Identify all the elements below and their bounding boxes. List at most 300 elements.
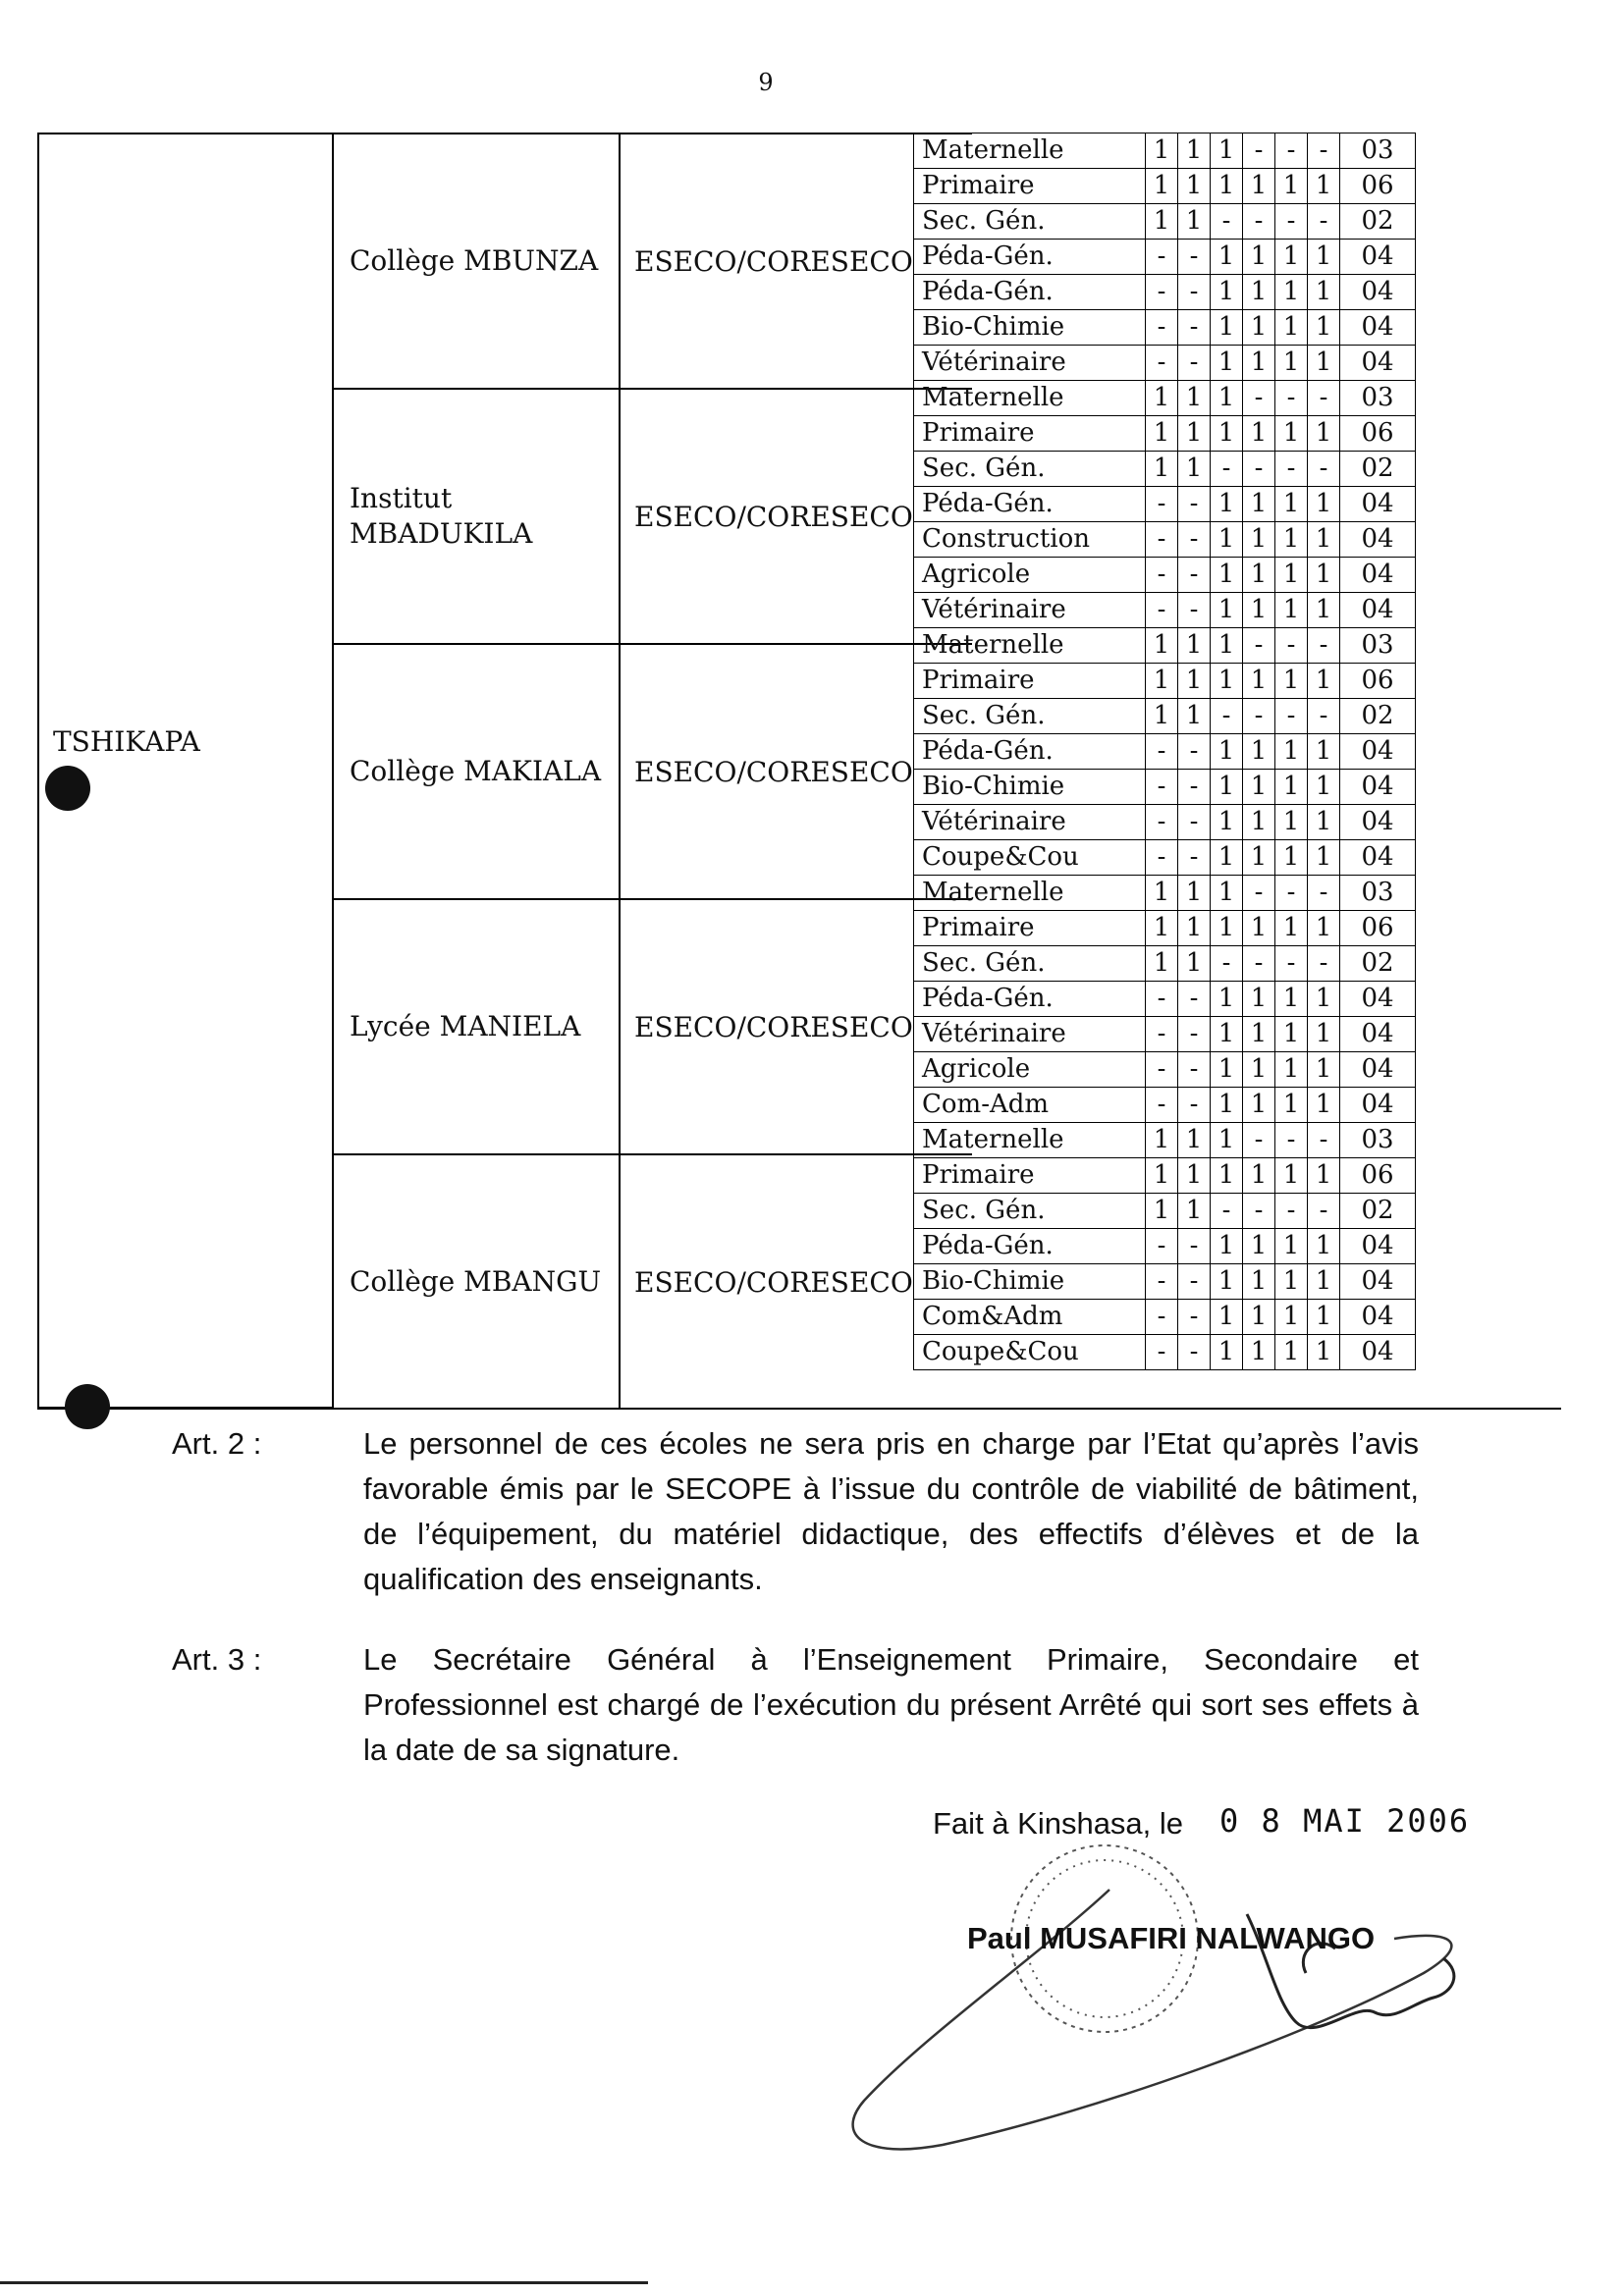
class-count-cell: 1 [1243, 310, 1275, 346]
class-count-cell: - [1178, 275, 1211, 310]
class-count-cell: - [1146, 487, 1178, 522]
class-count-cell: 1 [1146, 699, 1178, 734]
class-count-cell: 1 [1308, 1158, 1340, 1194]
class-count-cell: - [1146, 770, 1178, 805]
total-cell: 04 [1340, 840, 1416, 876]
class-count-cell: - [1146, 593, 1178, 628]
class-count-cell: 1 [1243, 911, 1275, 946]
class-count-cell: 1 [1275, 770, 1308, 805]
class-count-cell: 1 [1211, 1264, 1243, 1300]
option-cell: Péda-Gén. [914, 275, 1146, 310]
class-count-cell: - [1308, 1194, 1340, 1229]
class-count-cell: 1 [1308, 1088, 1340, 1123]
class-count-cell: - [1243, 1194, 1275, 1229]
class-count-cell: 1 [1243, 416, 1275, 452]
class-count-cell: 1 [1211, 240, 1243, 275]
total-cell: 04 [1340, 1335, 1416, 1370]
class-count-cell: - [1275, 1194, 1308, 1229]
class-count-cell: 1 [1275, 169, 1308, 204]
option-cell: Sec. Gén. [914, 1194, 1146, 1229]
class-count-cell: 1 [1146, 1158, 1178, 1194]
class-count-cell: 1 [1146, 664, 1178, 699]
option-cell: Vétérinaire [914, 593, 1146, 628]
class-count-cell: 1 [1308, 770, 1340, 805]
class-count-cell: 1 [1146, 416, 1178, 452]
class-count-cell: 1 [1308, 1335, 1340, 1370]
class-count-cell: 1 [1275, 840, 1308, 876]
class-count-cell: 1 [1211, 1123, 1243, 1158]
class-count-cell: 1 [1178, 169, 1211, 204]
total-cell: 04 [1340, 1088, 1416, 1123]
school-name: Lycée MANIELA [350, 1010, 581, 1042]
class-count-cell: - [1178, 240, 1211, 275]
footer-rule [0, 2281, 648, 2284]
class-count-cell: - [1211, 699, 1243, 734]
class-count-cell: 1 [1178, 1158, 1211, 1194]
total-cell: 02 [1340, 204, 1416, 240]
region-label: TSHIKAPA [53, 725, 200, 758]
class-count-cell: - [1146, 1088, 1178, 1123]
class-count-cell: - [1146, 522, 1178, 558]
total-cell: 04 [1340, 558, 1416, 593]
class-count-cell: 1 [1308, 487, 1340, 522]
total-cell: 06 [1340, 1158, 1416, 1194]
class-count-cell: 1 [1211, 381, 1243, 416]
class-count-cell: 1 [1211, 169, 1243, 204]
class-count-cell: 1 [1146, 911, 1178, 946]
school-org: ESECO/CORESECO [619, 645, 974, 898]
class-count-cell: 1 [1308, 416, 1340, 452]
class-count-cell: 1 [1178, 628, 1211, 664]
total-cell: 04 [1340, 310, 1416, 346]
class-count-cell: 1 [1211, 1229, 1243, 1264]
option-cell: Péda-Gén. [914, 487, 1146, 522]
class-count-cell: - [1275, 133, 1308, 169]
class-count-cell: - [1308, 1123, 1340, 1158]
class-count-cell: - [1178, 982, 1211, 1017]
option-cell: Maternelle [914, 628, 1146, 664]
class-count-cell: 1 [1308, 664, 1340, 699]
class-count-cell: - [1243, 946, 1275, 982]
class-count-cell: 1 [1211, 876, 1243, 911]
class-count-cell: - [1146, 982, 1178, 1017]
class-count-cell: 1 [1243, 1052, 1275, 1088]
option-cell: Sec. Gén. [914, 204, 1146, 240]
class-count-cell: 1 [1243, 805, 1275, 840]
option-cell: Péda-Gén. [914, 734, 1146, 770]
class-count-cell: - [1178, 1264, 1211, 1300]
total-cell: 04 [1340, 1052, 1416, 1088]
class-count-cell: 1 [1243, 487, 1275, 522]
option-cell: Bio-Chimie [914, 310, 1146, 346]
class-count-cell: 1 [1178, 204, 1211, 240]
total-cell: 03 [1340, 381, 1416, 416]
class-count-cell: - [1178, 770, 1211, 805]
class-count-cell: - [1178, 1335, 1211, 1370]
class-count-cell: - [1178, 310, 1211, 346]
class-count-cell: 1 [1243, 1158, 1275, 1194]
class-count-cell: 1 [1275, 664, 1308, 699]
class-count-cell: 1 [1211, 628, 1243, 664]
class-count-cell: - [1275, 381, 1308, 416]
class-count-cell: - [1243, 699, 1275, 734]
class-count-cell: 1 [1308, 169, 1340, 204]
class-count-cell: - [1275, 876, 1308, 911]
total-cell: 04 [1340, 1017, 1416, 1052]
class-count-cell: 1 [1275, 487, 1308, 522]
total-cell: 02 [1340, 452, 1416, 487]
class-count-cell: 1 [1243, 664, 1275, 699]
class-count-cell: - [1308, 452, 1340, 487]
class-count-cell: - [1178, 1017, 1211, 1052]
class-count-cell: 1 [1243, 1264, 1275, 1300]
class-count-cell: - [1178, 1088, 1211, 1123]
option-cell: Maternelle [914, 381, 1146, 416]
class-count-cell: 1 [1243, 840, 1275, 876]
class-count-cell: - [1146, 275, 1178, 310]
class-count-cell: - [1146, 1335, 1178, 1370]
total-cell: 06 [1340, 911, 1416, 946]
class-count-cell: - [1146, 805, 1178, 840]
class-count-cell: - [1178, 1229, 1211, 1264]
page-number: 9 [758, 69, 774, 96]
class-count-cell: 1 [1178, 664, 1211, 699]
option-cell: Primaire [914, 1158, 1146, 1194]
class-count-cell: 1 [1243, 275, 1275, 310]
school-name: Collège MBANGU [350, 1265, 602, 1298]
class-count-cell: 1 [1308, 558, 1340, 593]
class-count-cell: 1 [1308, 911, 1340, 946]
class-count-cell: 1 [1146, 169, 1178, 204]
class-count-cell: 1 [1211, 346, 1243, 381]
total-cell: 03 [1340, 876, 1416, 911]
option-cell: Sec. Gén. [914, 452, 1146, 487]
class-count-cell: 1 [1211, 522, 1243, 558]
signing-date: 0 8 MAI 2006 [1219, 1802, 1471, 1840]
option-cell: Com-Adm [914, 1088, 1146, 1123]
class-count-cell: - [1146, 734, 1178, 770]
total-cell: 04 [1340, 593, 1416, 628]
option-cell: Bio-Chimie [914, 770, 1146, 805]
class-count-cell: 1 [1243, 558, 1275, 593]
class-count-cell: - [1243, 133, 1275, 169]
class-count-cell: 1 [1275, 416, 1308, 452]
option-cell: Agricole [914, 1052, 1146, 1088]
total-cell: 04 [1340, 487, 1416, 522]
class-count-cell: 1 [1308, 1017, 1340, 1052]
class-count-cell: - [1146, 1017, 1178, 1052]
class-count-cell: - [1243, 628, 1275, 664]
class-count-cell: 1 [1146, 204, 1178, 240]
option-cell: Agricole [914, 558, 1146, 593]
total-cell: 04 [1340, 770, 1416, 805]
class-count-cell: 1 [1146, 1194, 1178, 1229]
total-cell: 06 [1340, 664, 1416, 699]
article-text: Le personnel de ces écoles ne sera pris en charge par l’Etat qu’après l’avis favorable émis par le SECOPE à l’issue du contrôle de viabilité de bâtiment, de l’équipement, du matériel didactique, des effectifs d’élèves et de la qualification des enseignants. [363, 1426, 1419, 1596]
total-cell: 02 [1340, 1194, 1416, 1229]
class-count-cell: - [1178, 1300, 1211, 1335]
article-label: Art. 2 : [172, 1426, 262, 1461]
school-name: Institut MBADUKILA [350, 482, 533, 550]
class-count-cell: - [1178, 346, 1211, 381]
class-count-cell: 1 [1308, 310, 1340, 346]
class-count-cell: - [1308, 204, 1340, 240]
class-count-cell: 1 [1211, 1158, 1243, 1194]
class-count-cell: 1 [1308, 840, 1340, 876]
class-count-cell: - [1178, 487, 1211, 522]
total-cell: 06 [1340, 169, 1416, 204]
class-count-cell: 1 [1275, 1017, 1308, 1052]
class-count-cell: 1 [1275, 346, 1308, 381]
class-count-cell: 1 [1275, 558, 1308, 593]
option-cell: Primaire [914, 416, 1146, 452]
class-count-cell: 1 [1308, 734, 1340, 770]
total-cell: 04 [1340, 1300, 1416, 1335]
class-count-cell: 1 [1308, 346, 1340, 381]
class-count-cell: - [1211, 946, 1243, 982]
option-cell: Sec. Gén. [914, 946, 1146, 982]
class-count-cell: 1 [1146, 133, 1178, 169]
class-count-cell: - [1275, 452, 1308, 487]
class-count-cell: 1 [1243, 1229, 1275, 1264]
class-count-cell: - [1178, 593, 1211, 628]
option-cell: Bio-Chimie [914, 1264, 1146, 1300]
class-count-cell: - [1243, 452, 1275, 487]
school-name: Collège MBUNZA [350, 244, 599, 277]
class-count-cell: 1 [1275, 1335, 1308, 1370]
class-count-cell: - [1308, 946, 1340, 982]
option-cell: Péda-Gén. [914, 240, 1146, 275]
class-count-cell: - [1243, 381, 1275, 416]
option-cell: Com&Adm [914, 1300, 1146, 1335]
option-cell: Coupe&Cou [914, 840, 1146, 876]
option-cell: Construction [914, 522, 1146, 558]
class-count-cell: 1 [1146, 452, 1178, 487]
class-count-cell: 1 [1211, 558, 1243, 593]
class-count-cell: 1 [1308, 1229, 1340, 1264]
total-cell: 04 [1340, 240, 1416, 275]
class-count-cell: 1 [1275, 275, 1308, 310]
total-cell: 04 [1340, 734, 1416, 770]
class-count-cell: 1 [1308, 982, 1340, 1017]
class-count-cell: 1 [1211, 840, 1243, 876]
class-count-cell: - [1146, 1264, 1178, 1300]
class-count-cell: - [1146, 346, 1178, 381]
option-cell: Primaire [914, 911, 1146, 946]
class-count-cell: - [1275, 204, 1308, 240]
class-count-cell: 1 [1275, 982, 1308, 1017]
signatory-name: Paul MUSAFIRI NALWANGO [967, 1921, 1376, 1955]
class-count-cell: 1 [1243, 734, 1275, 770]
class-count-cell: 1 [1275, 522, 1308, 558]
school-org: ESECO/CORESECO [619, 1155, 974, 1409]
option-cell: Vétérinaire [914, 805, 1146, 840]
class-count-cell: - [1243, 876, 1275, 911]
total-cell: 04 [1340, 805, 1416, 840]
class-count-cell: 1 [1178, 946, 1211, 982]
class-count-cell: 1 [1211, 310, 1243, 346]
class-count-cell: 1 [1243, 593, 1275, 628]
article-label: Art. 3 : [172, 1642, 262, 1677]
class-count-cell: 1 [1308, 593, 1340, 628]
class-count-cell: - [1243, 1123, 1275, 1158]
option-cell: Péda-Gén. [914, 1229, 1146, 1264]
class-count-cell: 1 [1243, 346, 1275, 381]
class-count-cell: - [1275, 628, 1308, 664]
class-count-cell: - [1275, 699, 1308, 734]
class-count-cell: 1 [1211, 1052, 1243, 1088]
class-count-cell: - [1308, 628, 1340, 664]
class-count-cell: 1 [1146, 1123, 1178, 1158]
class-count-cell: 1 [1275, 1052, 1308, 1088]
total-cell: 04 [1340, 275, 1416, 310]
total-cell: 04 [1340, 1229, 1416, 1264]
class-count-cell: 1 [1275, 805, 1308, 840]
school-org: ESECO/CORESECO [619, 900, 974, 1153]
school-name: Collège MAKIALA [350, 755, 602, 787]
class-count-cell: 1 [1211, 275, 1243, 310]
class-count-cell: - [1178, 734, 1211, 770]
class-count-cell: 1 [1275, 1088, 1308, 1123]
class-count-cell: 1 [1146, 381, 1178, 416]
class-count-cell: 1 [1243, 1300, 1275, 1335]
class-count-cell: 1 [1243, 982, 1275, 1017]
class-count-cell: - [1146, 558, 1178, 593]
total-cell: 03 [1340, 133, 1416, 169]
class-count-cell: 1 [1178, 452, 1211, 487]
class-count-cell: 1 [1243, 1335, 1275, 1370]
class-count-cell: 1 [1146, 876, 1178, 911]
class-count-cell: 1 [1243, 169, 1275, 204]
option-cell: Coupe&Cou [914, 1335, 1146, 1370]
class-count-cell: 1 [1308, 1052, 1340, 1088]
class-count-cell: 1 [1178, 911, 1211, 946]
class-count-cell: 1 [1308, 805, 1340, 840]
class-count-cell: - [1178, 805, 1211, 840]
class-count-cell: 1 [1211, 664, 1243, 699]
class-count-cell: - [1178, 840, 1211, 876]
total-cell: 04 [1340, 982, 1416, 1017]
class-count-cell: 1 [1243, 1088, 1275, 1123]
class-count-cell: 1 [1211, 1088, 1243, 1123]
total-cell: 04 [1340, 346, 1416, 381]
school-org: ESECO/CORESECO [619, 134, 974, 388]
class-count-cell: 1 [1178, 381, 1211, 416]
class-count-cell: - [1178, 522, 1211, 558]
option-cell: Maternelle [914, 133, 1146, 169]
class-count-cell: - [1178, 1052, 1211, 1088]
class-count-cell: 1 [1275, 1158, 1308, 1194]
class-count-cell: 1 [1308, 1264, 1340, 1300]
total-cell: 02 [1340, 946, 1416, 982]
option-cell: Primaire [914, 169, 1146, 204]
class-count-cell: 1 [1211, 593, 1243, 628]
class-count-cell: - [1146, 840, 1178, 876]
class-count-cell: 1 [1211, 805, 1243, 840]
class-count-cell: - [1146, 1229, 1178, 1264]
class-count-cell: 1 [1275, 1300, 1308, 1335]
option-cell: Maternelle [914, 876, 1146, 911]
class-count-cell: 1 [1178, 416, 1211, 452]
class-count-cell: - [1308, 699, 1340, 734]
class-count-cell: 1 [1275, 734, 1308, 770]
class-count-cell: 1 [1211, 1335, 1243, 1370]
class-count-cell: 1 [1211, 1017, 1243, 1052]
option-cell: Vétérinaire [914, 1017, 1146, 1052]
class-count-cell: 1 [1243, 1017, 1275, 1052]
signing-place: Fait à Kinshasa, le [933, 1806, 1184, 1841]
total-cell: 04 [1340, 1264, 1416, 1300]
class-count-cell: 1 [1211, 734, 1243, 770]
class-count-cell: 1 [1211, 982, 1243, 1017]
class-count-cell: 1 [1211, 911, 1243, 946]
class-count-cell: 1 [1211, 487, 1243, 522]
class-count-cell: 1 [1178, 1123, 1211, 1158]
total-cell: 06 [1340, 416, 1416, 452]
class-count-cell: 1 [1211, 1300, 1243, 1335]
article-text: Le Secrétaire Général à l’Enseignement Primaire, Secondaire et Professionnel est chargé de l’exécution du présent Arrêté qui sort ses effets à la date de sa signature. [363, 1642, 1419, 1767]
class-count-cell: 1 [1178, 133, 1211, 169]
class-count-cell: - [1211, 452, 1243, 487]
class-count-cell: - [1308, 876, 1340, 911]
class-count-cell: - [1146, 1300, 1178, 1335]
class-count-cell: - [1275, 1123, 1308, 1158]
class-count-cell: - [1243, 204, 1275, 240]
option-cell: Péda-Gén. [914, 982, 1146, 1017]
total-cell: 04 [1340, 522, 1416, 558]
class-count-cell: 1 [1211, 416, 1243, 452]
class-count-cell: - [1211, 1194, 1243, 1229]
class-count-cell: 1 [1308, 240, 1340, 275]
class-count-cell: 1 [1308, 522, 1340, 558]
class-count-cell: 1 [1275, 593, 1308, 628]
class-count-cell: 1 [1275, 310, 1308, 346]
class-count-cell: 1 [1275, 911, 1308, 946]
class-count-cell: 1 [1211, 770, 1243, 805]
class-count-cell: 1 [1178, 699, 1211, 734]
option-cell: Sec. Gén. [914, 699, 1146, 734]
class-count-cell: - [1146, 1052, 1178, 1088]
class-count-cell: 1 [1243, 522, 1275, 558]
class-count-cell: 1 [1178, 876, 1211, 911]
class-count-cell: - [1146, 310, 1178, 346]
school-org: ESECO/CORESECO [619, 390, 974, 643]
option-cell: Vétérinaire [914, 346, 1146, 381]
class-count-cell: 1 [1275, 240, 1308, 275]
class-count-cell: 1 [1243, 770, 1275, 805]
total-cell: 03 [1340, 628, 1416, 664]
class-count-cell: - [1211, 204, 1243, 240]
total-cell: 03 [1340, 1123, 1416, 1158]
class-count-cell: - [1275, 946, 1308, 982]
class-count-cell: 1 [1275, 1264, 1308, 1300]
class-count-cell: 1 [1308, 275, 1340, 310]
option-cell: Maternelle [914, 1123, 1146, 1158]
class-count-cell: 1 [1146, 628, 1178, 664]
class-count-cell: 1 [1178, 1194, 1211, 1229]
class-count-cell: - [1146, 240, 1178, 275]
class-count-cell: 1 [1275, 1229, 1308, 1264]
class-count-cell: 1 [1211, 133, 1243, 169]
class-count-cell: 1 [1308, 1300, 1340, 1335]
class-count-cell: 1 [1243, 240, 1275, 275]
total-cell: 02 [1340, 699, 1416, 734]
class-count-cell: 1 [1146, 946, 1178, 982]
class-count-cell: - [1178, 558, 1211, 593]
class-count-cell: - [1308, 133, 1340, 169]
class-count-cell: - [1308, 381, 1340, 416]
option-cell: Primaire [914, 664, 1146, 699]
